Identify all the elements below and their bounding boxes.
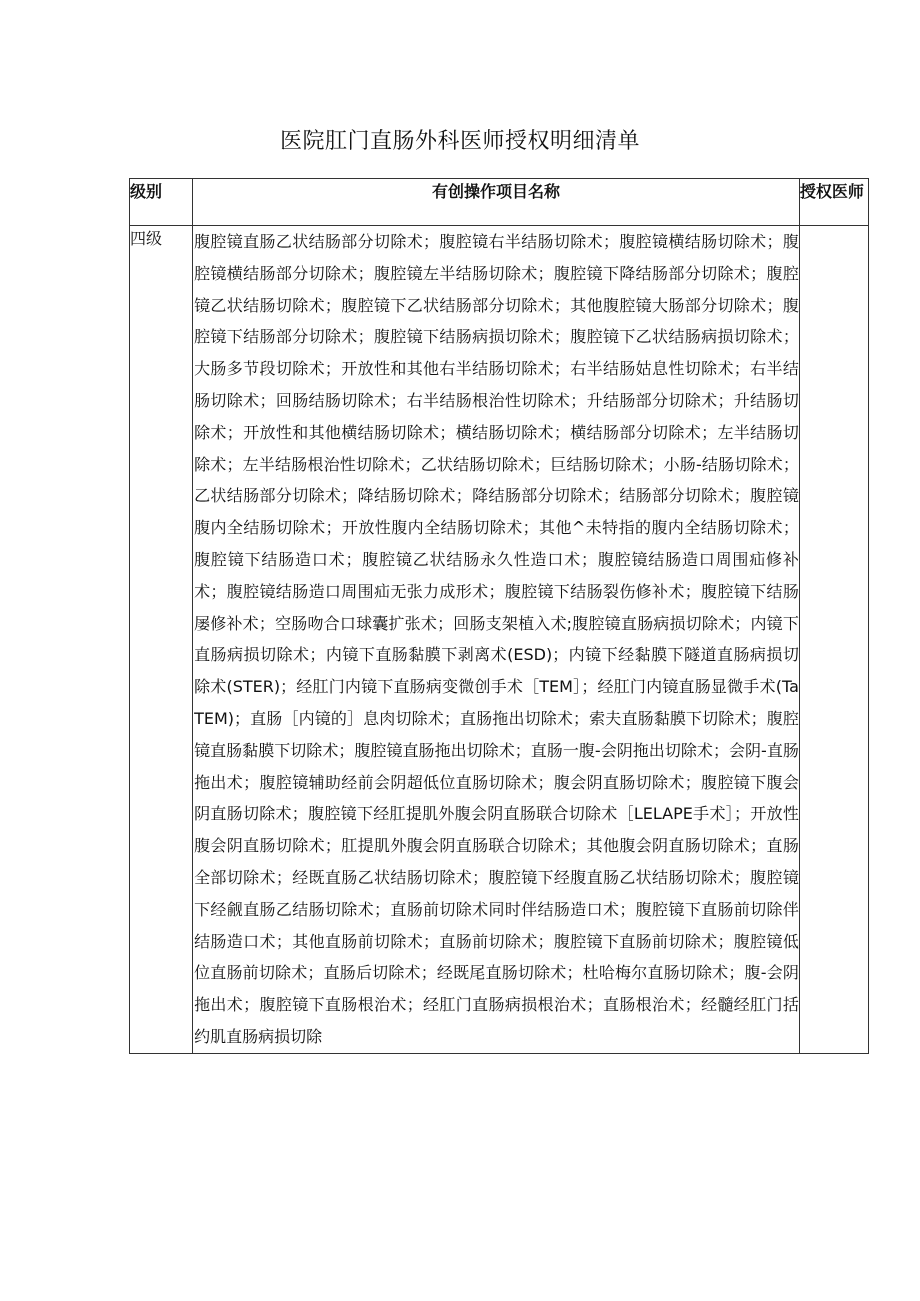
page-title: 医院肛门直肠外科医师授权明细清单 — [279, 129, 640, 154]
header-authorized-doctor: 授权医师 — [799, 179, 868, 226]
doctor-cell[interactable] — [799, 226, 868, 1054]
header-procedure-name: 有创操作项目名称 — [193, 179, 800, 226]
table-row — [130, 226, 869, 1054]
procedure-cell — [193, 226, 800, 1054]
header-level: 级别 — [130, 179, 193, 226]
procedure-list-text: 腹腔镜直肠乙状结肠部分切除术；腹腔镜右半结肠切除术；腹腔镜横结肠切除术；腹腔镜横结肠部分切除术；腹腔镜左半结肠切除术；腹腔镜下降结肠部分切除术；腹腔镜乙状结肠切除术；腹腔镜下乙状结肠部分切除术；其他腹腔镜大肠部分切除术；腹腔镜下结肠部分切除术；腹腔镜下结肠病损切除术；腹腔镜下乙状结肠病损切除术；大肠多节段切除术；开放性和其他右半结肠切除术；右半结肠姑息性切除术；右半结肠切除术；回肠结肠切除术；右半结肠根治性切除术；升结肠部分切除术；升结肠切除术；开放性和其他横结肠切除术；横结肠切除术；横结肠部分切除术；左半结肠切除术；左半结肠根治性切除术；乙状结肠切除术；巨结肠切除术；小肠-结肠切除术；乙状结肠部分切除术；降结肠切除术；降结肠部分切除术；结肠部分切除术；腹腔镜腹内全结肠切除术；开放性腹内全结肠切除术；其他^未特指的腹内全结肠切除术；腹腔镜下结肠造口术；腹腔镜乙状结肠永久性造口术；腹腔镜结肠造口周围疝修补术；腹腔镜结肠造口周围疝无张力成形术；腹腔镜下结肠裂伤修补术；腹腔镜下结肠屡修补术；空肠吻合口球囊扩张术；回肠支架植入术;腹腔镜直肠病损切除术；内镜下直肠病损切除术；内镜下直肠黏膜下剥离术(ESD)；内镜下经黏膜下隧道直肠病损切除术(STER)；经肛门内镜下直肠病变微创手术［TEM］；经肛门内镜直肠显微手术(TaTEM)；直肠［内镜的］息肉切除术；直肠拖出切除术；索夫直肠黏膜下切除术；腹腔镜直肠黏膜下切除术；腹腔镜直肠拖出切除术；直肠一腹-会阴拖出切除术；会阴-直肠拖出术；腹腔镜辅助经前会阴超低位直肠切除术；腹会阴直肠切除术；腹腔镜下腹会阴直肠切除术；腹腔镜下经肛提肌外腹会阴直肠联合切除术［LELAPE手术］；开放性腹会阴直肠切除术；肛提肌外腹会阴直肠联合切除术；其他腹会阴直肠切除术；直肠全部切除术；经既直肠乙状结肠切除术；腹腔镜下经腹直肠乙状结肠切除术；腹腔镜下经觎直肠乙结肠切除术；直肠前切除术同时伴结肠造口术；腹腔镜下直肠前切除伴结肠造口术；其他直肠前切除术；直肠前切除术；腹腔镜下直肠前切除术；腹腔镜低位直肠前切除术；直肠后切除术；经既尾直肠切除术；杜哈梅尔直肠切除术；腹-会阴拖出术；腹腔镜下直肠根治术；经肛门直肠病损根治术；直肠根治术；经髓经肛门括约肌直肠病损切除 — [194, 232, 799, 1046]
level-cell: 四级 — [130, 226, 193, 1054]
authorization-table — [129, 178, 869, 1054]
table-header-row — [130, 179, 869, 226]
